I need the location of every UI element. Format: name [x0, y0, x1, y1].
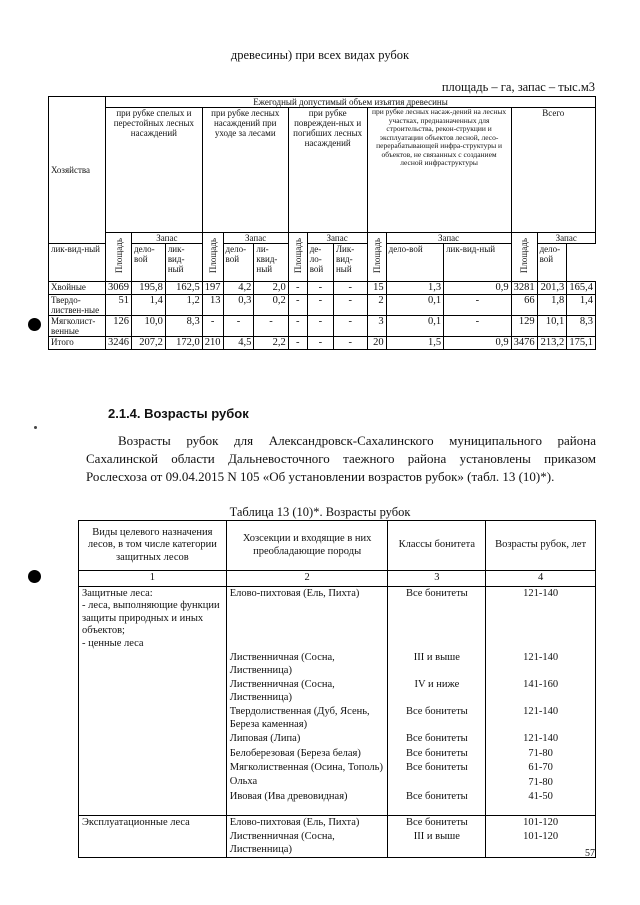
punch-hole-mark — [28, 570, 41, 583]
table-row — [79, 705, 596, 732]
scan-speck — [34, 426, 37, 429]
area-header: Площадь — [288, 233, 307, 282]
table-cell: - — [333, 316, 367, 337]
table-row — [49, 282, 596, 295]
species-cell: Твердолиственная (Дуб, Ясень, Береза каменная) — [226, 705, 388, 732]
forest-category — [79, 678, 227, 705]
table-cell: 0,1 — [386, 316, 443, 337]
forest-category — [79, 651, 227, 678]
area-header: Площадь — [367, 233, 386, 282]
site-class-cell: IV и ниже — [388, 678, 486, 705]
table-cell: - — [307, 337, 333, 350]
table-cell: - — [444, 316, 512, 337]
site-class-cell: III и выше — [388, 830, 486, 858]
table-cell: 2 — [367, 295, 386, 316]
liquid-header: лик-вид-ный — [49, 244, 106, 282]
header-site-class: Классы бонитета — [388, 521, 486, 571]
stock-header: Запас — [132, 233, 203, 244]
business-header: дело-вой — [537, 244, 567, 282]
punch-hole-mark — [28, 318, 41, 331]
area-header: Площадь — [202, 233, 223, 282]
harvest-age-cell: 101-120 — [486, 830, 596, 858]
group-header-damaged: при рубке поврежден-ных и погибших лесных насаждений — [288, 108, 367, 233]
species-cell: Липовая (Липа) — [226, 732, 388, 747]
table-cell: 3 — [367, 316, 386, 337]
table-cell: 3069 — [106, 282, 132, 295]
harvest-age-cell: 61-70 — [486, 761, 596, 776]
table-cell: 0,2 — [254, 295, 288, 316]
table-cell: 1,3 — [386, 282, 443, 295]
row-label: Твердо-листвен-ные — [49, 295, 106, 316]
table-cell: - — [254, 316, 288, 337]
table-caption: Таблица 13 (10)*. Возрасты рубок — [229, 505, 411, 519]
column-number: 1 — [79, 571, 227, 587]
table-row — [49, 316, 596, 337]
table-cell: 0,3 — [223, 295, 254, 316]
table-cell: - — [202, 316, 223, 337]
table-cell: - — [288, 295, 307, 316]
forest-category — [79, 776, 227, 791]
spacer-cell — [79, 805, 227, 816]
table-cell: - — [307, 295, 333, 316]
area-header: Площадь — [511, 233, 537, 282]
table-cell: 1,8 — [537, 295, 567, 316]
forest-category — [79, 761, 227, 776]
spacer-cell — [486, 805, 596, 816]
table-cell: - — [333, 282, 367, 295]
liquid-header: Лик-вид-ный — [333, 244, 367, 282]
table-cell: - — [288, 282, 307, 295]
section-heading: 2.1.4. Возрасты рубок — [108, 406, 249, 421]
table-row — [79, 830, 596, 858]
harvest-age-table — [78, 520, 596, 858]
forest-category — [79, 790, 227, 805]
harvest-age-cell: 121-140 — [486, 586, 596, 651]
spacer-cell — [226, 805, 388, 816]
table-cell: 0,1 — [386, 295, 443, 316]
table-cell: 1,5 — [386, 337, 443, 350]
stock-header: Запас — [223, 233, 288, 244]
spacer-cell — [388, 805, 486, 816]
business-header: дело-вой — [223, 244, 254, 282]
table-cell: 165,4 — [567, 282, 596, 295]
business-header: дело-вой — [132, 244, 166, 282]
site-class-cell: III и выше — [388, 651, 486, 678]
harvest-age-cell: 41-50 — [486, 790, 596, 805]
species-cell: Мягколиственная (Осина, Тополь) — [226, 761, 388, 776]
stock-header: Запас — [537, 233, 595, 244]
site-class-cell — [388, 776, 486, 791]
table-cell: 195,8 — [132, 282, 166, 295]
farm-column-header: Хозяйства — [49, 97, 106, 244]
table-row — [79, 586, 596, 651]
liquid-header: ли-квид-ный — [254, 244, 288, 282]
table-row — [79, 651, 596, 678]
harvest-age-cell: 71-80 — [486, 747, 596, 762]
table-cell: 172,0 — [165, 337, 202, 350]
table-row — [79, 747, 596, 762]
business-header: дело-вой — [386, 244, 443, 282]
table-row — [79, 776, 596, 791]
column-number: 2 — [226, 571, 388, 587]
table-cell: 129 — [511, 316, 537, 337]
table-cell: 162,5 — [165, 282, 202, 295]
site-class-cell: Все бонитеты — [388, 705, 486, 732]
harvest-age-cell: 71-80 — [486, 776, 596, 791]
forest-category — [79, 732, 227, 747]
table-cell: 175,1 — [567, 337, 596, 350]
table-cell: 0,9 — [444, 337, 512, 350]
group-header-construction: при рубке лесных насаж-дений на лесных участках, предназначенных для строительства, рекон-струкции и эксплуатации объектов лесной, лесо-перерабатывающей инфра-структуры и объектов, не связанных с созданием лесной инфраструктуры — [367, 108, 511, 233]
species-cell: Лиственничная (Сосна, Лиственница) — [226, 830, 388, 858]
species-cell: Лиственничная (Сосна, Лиственница) — [226, 651, 388, 678]
table-cell: - — [333, 295, 367, 316]
page-number: 57 — [585, 848, 595, 859]
harvest-age-cell: 141-160 — [486, 678, 596, 705]
column-number: 3 — [388, 571, 486, 587]
business-header: де-ло-вой — [307, 244, 333, 282]
harvest-age-cell: 101-120 — [486, 815, 596, 830]
table-cell: 2,0 — [254, 282, 288, 295]
super-header: Ежегодный допустимый объем изъятия древесины — [106, 97, 596, 108]
table-cell: 1,2 — [165, 295, 202, 316]
table-cell: 0,9 — [444, 282, 512, 295]
group-header-mature: при рубке спелых и перестойных лесных насаждений — [106, 108, 203, 233]
table-cell: - — [333, 337, 367, 350]
liquid-header: лик-вид-ный — [444, 244, 512, 282]
table-cell: 1,4 — [132, 295, 166, 316]
table-cell: 1,4 — [567, 295, 596, 316]
table-cell: - — [307, 282, 333, 295]
table-cell: 20 — [367, 337, 386, 350]
table-cell: 51 — [106, 295, 132, 316]
forest-category — [79, 705, 227, 732]
site-class-cell: Все бонитеты — [388, 747, 486, 762]
table-cell: - — [223, 316, 254, 337]
column-number: 4 — [486, 571, 596, 587]
table-cell: 3281 — [511, 282, 537, 295]
table-cell: 207,2 — [132, 337, 166, 350]
units-note: площадь – га, запас – тыс.м3 — [441, 80, 595, 94]
table-cell: 15 — [367, 282, 386, 295]
table-cell: - — [288, 337, 307, 350]
liquid-header: лик-вид-ный — [165, 244, 202, 282]
table-cell: - — [288, 316, 307, 337]
table-cell: - — [307, 316, 333, 337]
header-harvest-age: Возрасты рубок, лет — [486, 521, 596, 571]
table-cell: 2,2 — [254, 337, 288, 350]
table-row — [49, 337, 596, 350]
table-cell: 213,2 — [537, 337, 567, 350]
table-cell: 4,5 — [223, 337, 254, 350]
forest-category — [79, 830, 227, 858]
species-cell: Ольха — [226, 776, 388, 791]
header-forest-type: Виды целевого назначения лесов, в том числе категории защитных лесов — [79, 521, 227, 571]
row-label: Итого — [49, 337, 106, 350]
row-label: Мягколист-венные — [49, 316, 106, 337]
table-cell: - — [444, 295, 512, 316]
spacer-row — [79, 805, 596, 816]
page-heading-continuation: древесины) при всех видах рубок — [230, 48, 410, 62]
stock-header: Запас — [307, 233, 367, 244]
species-cell: Елово-пихтовая (Ель, Пихта) — [226, 586, 388, 651]
site-class-cell: Все бонитеты — [388, 790, 486, 805]
site-class-cell: Все бонитеты — [388, 732, 486, 747]
harvest-age-cell: 121-140 — [486, 705, 596, 732]
forest-category — [79, 747, 227, 762]
table-cell: 4,2 — [223, 282, 254, 295]
table-row — [79, 678, 596, 705]
table-cell: 201,3 — [537, 282, 567, 295]
stock-header: Запас — [386, 233, 511, 244]
group-header-thinning: при рубке лесных насаждений при уходе за лесами — [202, 108, 288, 233]
row-label: Хвойные — [49, 282, 106, 295]
table-row — [79, 790, 596, 805]
table-cell: 8,3 — [567, 316, 596, 337]
table-cell: 3476 — [511, 337, 537, 350]
species-cell: Лиственничная (Сосна, Лиственница) — [226, 678, 388, 705]
harvest-age-cell: 121-140 — [486, 651, 596, 678]
table-row — [79, 732, 596, 747]
harvest-age-cell: 121-140 — [486, 732, 596, 747]
section-paragraph: Возрасты рубок для Александровск-Сахалинского муниципального района Сахалинской области Дальневосточного таежного района установлены приказом Рослесхоза от 09.04.2015 N 105 «Об установлении возрастов рубок» (табл. 13 (10)*). — [86, 433, 596, 484]
forest-category: Защитные леса: - леса, выполняющие функции защиты природных и иных объектов; - ценные леса — [79, 586, 227, 651]
area-header: Площадь — [106, 233, 132, 282]
species-cell: Елово-пихтовая (Ель, Пихта) — [226, 815, 388, 830]
table-cell: 210 — [202, 337, 223, 350]
site-class-cell: Все бонитеты — [388, 815, 486, 830]
group-header-total: Всего — [511, 108, 595, 233]
harvest-volume-table — [48, 96, 596, 350]
table-cell: 13 — [202, 295, 223, 316]
table-cell: 8,3 — [165, 316, 202, 337]
table-cell: 66 — [511, 295, 537, 316]
table-cell: 3246 — [106, 337, 132, 350]
forest-category: Эксплуатационные леса — [79, 815, 227, 830]
table-cell: 126 — [106, 316, 132, 337]
species-cell: Ивовая (Ива древовидная) — [226, 790, 388, 805]
table-cell: 10,0 — [132, 316, 166, 337]
site-class-cell: Все бонитеты — [388, 761, 486, 776]
table-cell: 10,1 — [537, 316, 567, 337]
site-class-cell: Все бонитеты — [388, 586, 486, 651]
table-cell: 197 — [202, 282, 223, 295]
table-row — [79, 815, 596, 830]
header-species-section: Хозсекции и входящие в них преобладающие породы — [226, 521, 388, 571]
table-row — [49, 295, 596, 316]
table-row — [79, 761, 596, 776]
species-cell: Белоберезовая (Береза белая) — [226, 747, 388, 762]
